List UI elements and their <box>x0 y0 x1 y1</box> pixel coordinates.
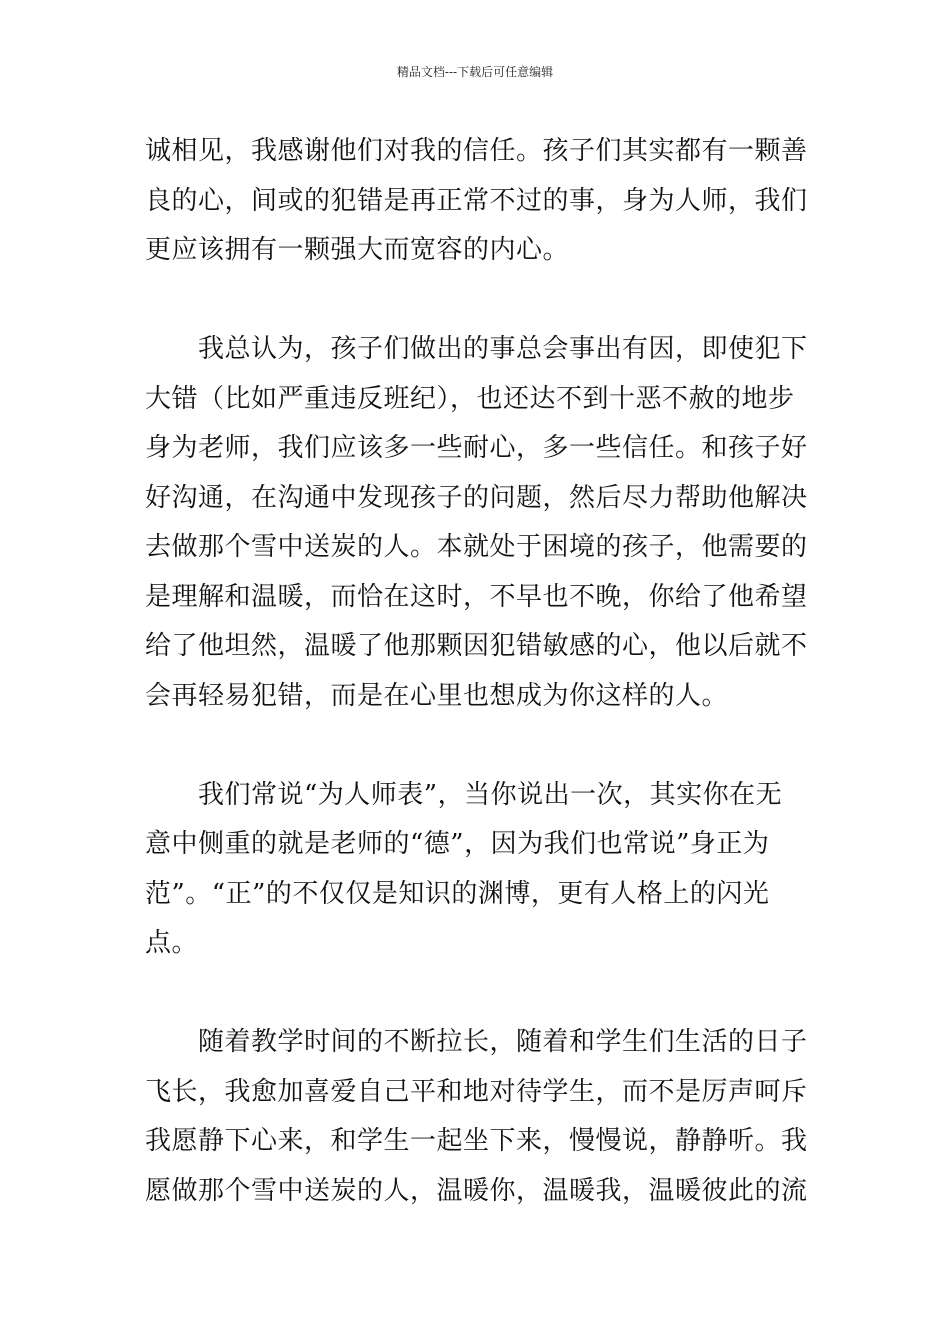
paragraph-2 <box>145 325 807 721</box>
paragraph-1 <box>145 127 807 276</box>
text-line: 范”。“正”的不仅仅是知识的渊博，更有人格上的闪光 <box>145 878 770 909</box>
paragraph-3 <box>145 771 807 969</box>
text-line: 更应该拥有一颗强大而宽容的内心。 <box>145 235 570 265</box>
text-line: 好沟通，在沟通中发现孩子的问题，然后尽力帮助他解决 <box>145 482 808 513</box>
text-line: 是理解和温暖，而恰在这时，不早也不晚，你给了他希望 <box>145 581 808 612</box>
text-line: 去做那个雪中送炭的人。本就处于困境的孩子，他需要的 <box>145 532 808 562</box>
text-line: 我们常说“为人师表”，当你说出一次，其实你在无 <box>145 779 783 810</box>
document-body <box>145 127 807 1216</box>
text-line: 我总认为，孩子们做出的事总会事出有因，即使犯下 <box>145 334 808 364</box>
text-line: 给了他坦然，温暖了他那颗因犯错敏感的心，他以后就不 <box>145 631 808 661</box>
text-line: 点。 <box>145 928 199 958</box>
page-header: 精品文档---下载后可任意编辑 <box>396 65 554 79</box>
text-line: 会再轻易犯错，而是在心里也想成为你这样的人。 <box>145 680 729 711</box>
text-line: 随着教学时间的不断拉长，随着和学生们生活的日子 <box>145 1027 808 1057</box>
text-line: 我愿静下心来，和学生一起坐下来，慢慢说，静静听。我 <box>145 1126 808 1156</box>
text-line: 愿做那个雪中送炭的人，温暖你，温暖我，温暖彼此的流 <box>145 1175 808 1206</box>
text-line: 飞长，我愈加喜爱自己平和地对待学生，而不是厉声呵斥 <box>145 1076 808 1107</box>
text-line: 大错（比如严重违反班纪），也还达不到十恶不赦的地步 <box>145 383 795 414</box>
text-line: 身为老师，我们应该多一些耐心，多一些信任。和孩子好 <box>145 433 808 463</box>
text-line: 良的心，间或的犯错是再正常不过的事，身为人师，我们 <box>145 185 808 216</box>
text-line: 意中侧重的就是老师的“德”，因为我们也常说”身正为 <box>145 829 770 859</box>
text-line: 诚相见，我感谢他们对我的信任。孩子们其实都有一颗善 <box>145 136 808 166</box>
paragraph-4 <box>145 1018 807 1216</box>
